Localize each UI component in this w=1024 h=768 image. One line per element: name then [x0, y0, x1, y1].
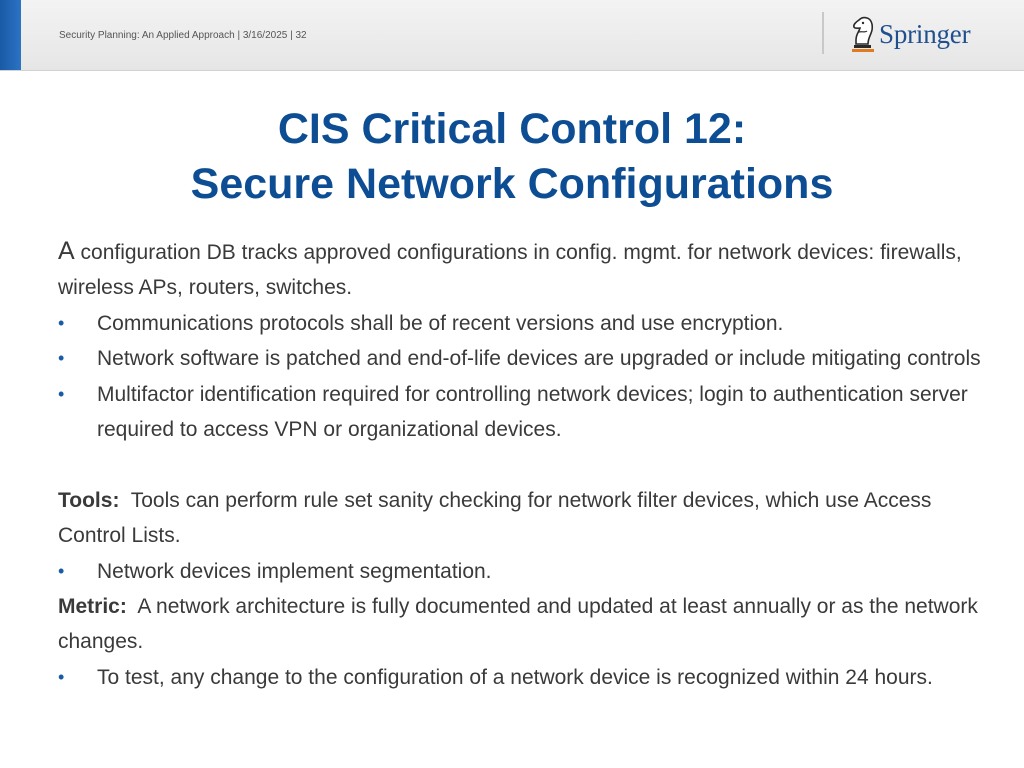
- bullet-item: [58, 377, 988, 448]
- metric-label: Metric:: [58, 595, 127, 619]
- bullet-text: Network software is patched and end-of-life devices are upgraded or include mitigating controls: [97, 347, 981, 371]
- bullet-dot: •: [58, 666, 65, 687]
- intro-text: configuration DB tracks approved configurations in config. mgmt. for network devices: firewalls, wireless APs, routers, switches.: [58, 241, 962, 300]
- bullet-text: Multifactor identification required for controlling network devices; login to authentication server required to access VPN or organizational devices.: [97, 382, 968, 442]
- tools-paragraph: [58, 483, 988, 554]
- slide-body: [58, 234, 988, 695]
- slide-title: [0, 102, 1024, 212]
- accent-stripe: [0, 0, 21, 70]
- bullet-dot: •: [58, 560, 65, 581]
- title-line-1: CIS Critical Control 12:: [277, 105, 747, 153]
- title-line-2: Secure Network Configurations: [190, 160, 834, 208]
- bullet-text: To test, any change to the configuration of a network device is recognized within 24 hours.: [97, 665, 933, 689]
- bullet-text: Communications protocols shall be of recent versions and use encryption.: [97, 311, 784, 335]
- running-header: Security Planning: An Applied Approach | 3/16/2025 | 32: [59, 30, 307, 41]
- tools-text: Tools can perform rule set sanity checking for network filter devices, which use Access Control Lists.: [58, 488, 938, 548]
- tools-label: Tools:: [58, 488, 120, 512]
- bullet-item: [58, 341, 988, 376]
- intro-paragraph: [58, 234, 988, 306]
- header-bar: [0, 0, 1024, 71]
- metric-text: A network architecture is fully documented and updated at least annually or as the network changes.: [58, 595, 984, 654]
- metric-paragraph: [58, 589, 988, 660]
- brand-name: Springer: [879, 18, 971, 49]
- chess-knight-icon: [850, 16, 876, 52]
- bullet-item: [58, 306, 988, 341]
- springer-logo: [850, 14, 970, 54]
- bullet-item: [58, 660, 988, 695]
- spacer: [58, 447, 988, 482]
- bullet-item: [58, 554, 988, 589]
- bullet-dot: •: [58, 312, 65, 333]
- bullet-dot: •: [58, 383, 65, 404]
- header-divider: [822, 12, 824, 54]
- intro-first-letter: A: [58, 237, 75, 265]
- bullet-text: Network devices implement segmentation.: [97, 559, 492, 583]
- bullet-dot: •: [58, 348, 65, 369]
